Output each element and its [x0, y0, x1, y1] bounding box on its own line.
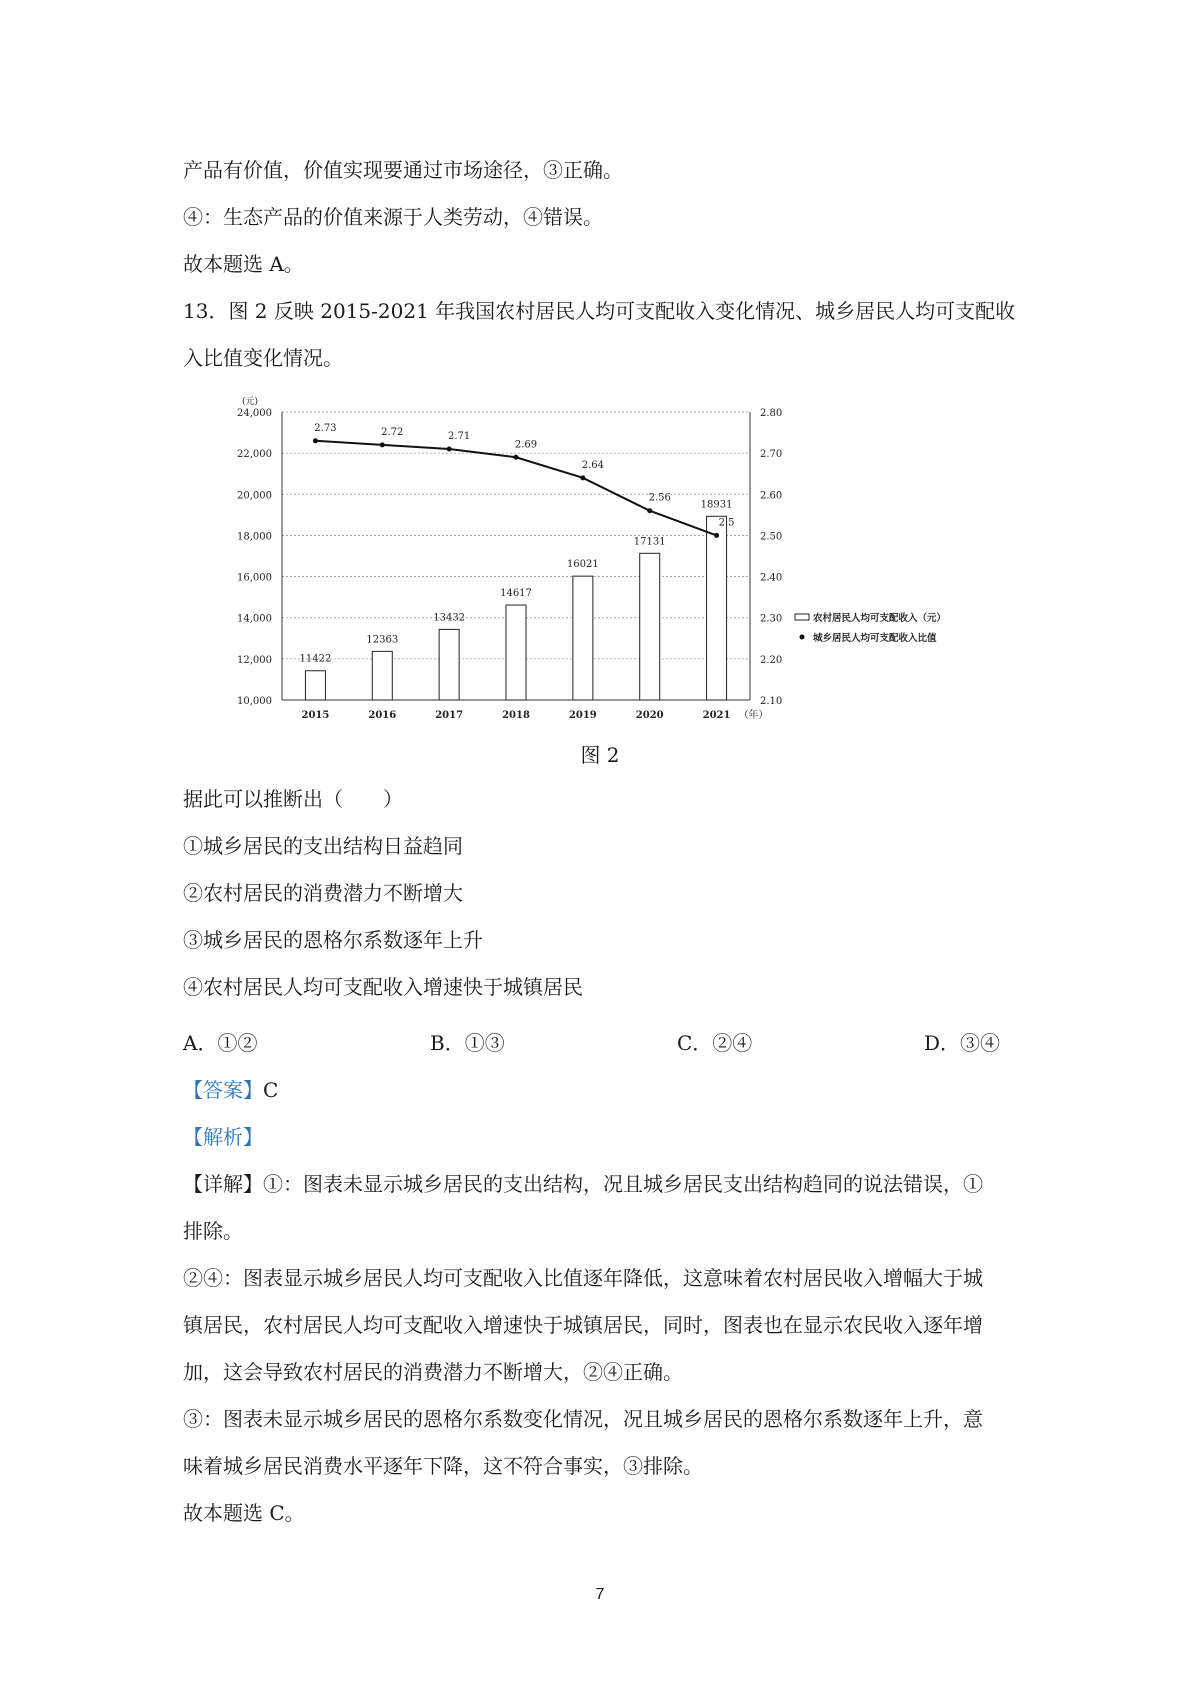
y-left-tick-label: 24,000: [237, 408, 272, 419]
statement-2: ②农村居民的消费潜力不断增大: [183, 881, 463, 905]
x-tick-label: 2016: [368, 710, 397, 721]
option-a: A．①②: [183, 1031, 258, 1055]
y-left-unit-label: (元): [242, 397, 259, 407]
legend-line-swatch: [800, 635, 805, 640]
ratio-value-label: 2.73: [314, 422, 337, 434]
y-left-tick-label: 12,000: [237, 654, 272, 666]
y-left-tick-label: 14,000: [237, 613, 272, 625]
bar-value-label: 12363: [366, 634, 399, 646]
ratio-point: [313, 438, 318, 443]
statement-1: ①城乡居民的支出结构日益趋同: [183, 834, 463, 858]
question-13-line-2: 入比值变化情况。: [183, 346, 343, 370]
ratio-value-label: 2.69: [514, 439, 538, 451]
question-13-line-1: 13．图 2 反映 2015-2021 年我国农村居民人均可支配收入变化情况、城乡居民人均可支配收: [183, 299, 1016, 323]
ratio-value-label: 2.72: [381, 426, 404, 438]
y-right-tick-label: 2.50: [760, 531, 783, 543]
ratio-point: [714, 533, 719, 538]
answer-label: 【答案】: [183, 1078, 263, 1102]
final-answer: 故本题选 C。: [183, 1501, 305, 1525]
ratio-value-label: 2.5: [718, 517, 735, 529]
y-right-tick-label: 2.20: [760, 654, 783, 666]
detail-row-2b: 镇居民，农村居民人均可支配收入增速快于城镇居民，同时，图表也在显示农民收入逐年增: [183, 1313, 983, 1337]
detail-row-1: [183, 1171, 983, 1197]
legend-bar-swatch: [795, 614, 809, 620]
detail-label: 【详解】: [183, 1172, 263, 1196]
page-number: 7: [595, 1586, 605, 1603]
detail-row-3a: ③：图表未显示城乡居民的恩格尔系数变化情况，况且城乡居民的恩格尔系数逐年上升，意: [183, 1407, 983, 1431]
bar: [439, 629, 459, 700]
ratio-point: [447, 447, 452, 452]
bar-value-label: 13432: [433, 612, 466, 624]
y-right-tick-label: 2.40: [760, 572, 783, 584]
legend-line-label: 城乡居民人均可支配收入比值: [813, 633, 937, 644]
y-left-tick-label: 10,000: [237, 696, 272, 707]
statement-4: ④农村居民人均可支配收入增速快于城镇居民: [183, 975, 583, 999]
bar: [573, 576, 593, 700]
analysis-label: 【解析】: [183, 1125, 263, 1149]
ratio-point: [647, 508, 652, 513]
question-prompt: 据此可以推断出（ ）: [183, 787, 403, 811]
y-left-tick-label: 20,000: [237, 490, 272, 502]
text-line-2: ④：生态产品的价值来源于人类劳动，④错误。: [183, 205, 603, 229]
y-right-tick-label: 2.60: [760, 490, 783, 502]
bar: [372, 651, 392, 700]
bar-value-label: 16021: [566, 559, 599, 571]
y-right-tick-label: 2.30: [760, 613, 783, 625]
income-chart: [200, 392, 1000, 732]
detail-row-2c: 加，这会导致农村居民的消费潜力不断增大，②④正确。: [183, 1360, 683, 1384]
bar: [506, 605, 526, 700]
y-right-tick-label: 2.10: [760, 696, 783, 707]
detail-row-1b: 排除。: [183, 1219, 243, 1243]
x-tick-label: 2020: [635, 710, 664, 721]
detail-text-1: ①：图表未显示城乡居民的支出结构，况且城乡居民支出结构趋同的说法错误，①: [263, 1172, 983, 1196]
detail-row-2a: ②④：图表显示城乡居民人均可支配收入比值逐年降低，这意味着农村居民收入增幅大于城: [183, 1266, 983, 1290]
figure-caption: 图 2: [580, 743, 620, 767]
y-left-tick-label: 22,000: [237, 449, 272, 461]
bar: [640, 553, 660, 700]
answer-row: [183, 1077, 278, 1103]
x-tick-label: 2018: [502, 710, 530, 721]
y-left-tick-label: 18,000: [237, 531, 272, 543]
x-tick-label: 2015: [301, 710, 330, 721]
option-d: D．③④: [924, 1031, 1001, 1055]
ratio-point: [580, 475, 585, 480]
bar: [707, 516, 727, 700]
answer-value: C: [263, 1078, 279, 1102]
statement-3: ③城乡居民的恩格尔系数逐年上升: [183, 928, 483, 952]
x-tick-label: 2017: [435, 710, 464, 721]
ratio-value-label: 2.64: [581, 459, 604, 471]
ratio-value-label: 2.71: [448, 431, 471, 443]
y-right-tick-label: 2.80: [760, 408, 783, 419]
bar: [305, 671, 325, 700]
y-right-tick-label: 2.70: [760, 449, 783, 461]
bar-value-label: 14617: [500, 588, 532, 600]
ratio-point: [514, 455, 519, 460]
text-line-3: 故本题选 A。: [183, 252, 304, 276]
detail-row-3b: 味着城乡居民消费水平逐年下降，这不符合事实，③排除。: [183, 1454, 703, 1478]
x-tick-label: 2021: [702, 710, 731, 721]
y-left-tick-label: 16,000: [237, 572, 272, 584]
text-line-1: 产品有价值，价值实现要通过市场途径，③正确。: [183, 158, 623, 182]
option-b: B．①③: [430, 1031, 505, 1055]
x-tick-label: 2019: [568, 710, 597, 721]
legend-bar-label: 农村居民人均可支配收入（元）: [813, 613, 947, 624]
option-c: C．②④: [677, 1031, 753, 1055]
bar-value-label: 17131: [633, 536, 666, 548]
bar-value-label: 18931: [700, 499, 733, 511]
bar-value-label: 11422: [299, 653, 332, 665]
ratio-point: [380, 442, 385, 447]
ratio-value-label: 2.56: [648, 492, 671, 504]
x-unit-label: （年）: [738, 710, 769, 721]
